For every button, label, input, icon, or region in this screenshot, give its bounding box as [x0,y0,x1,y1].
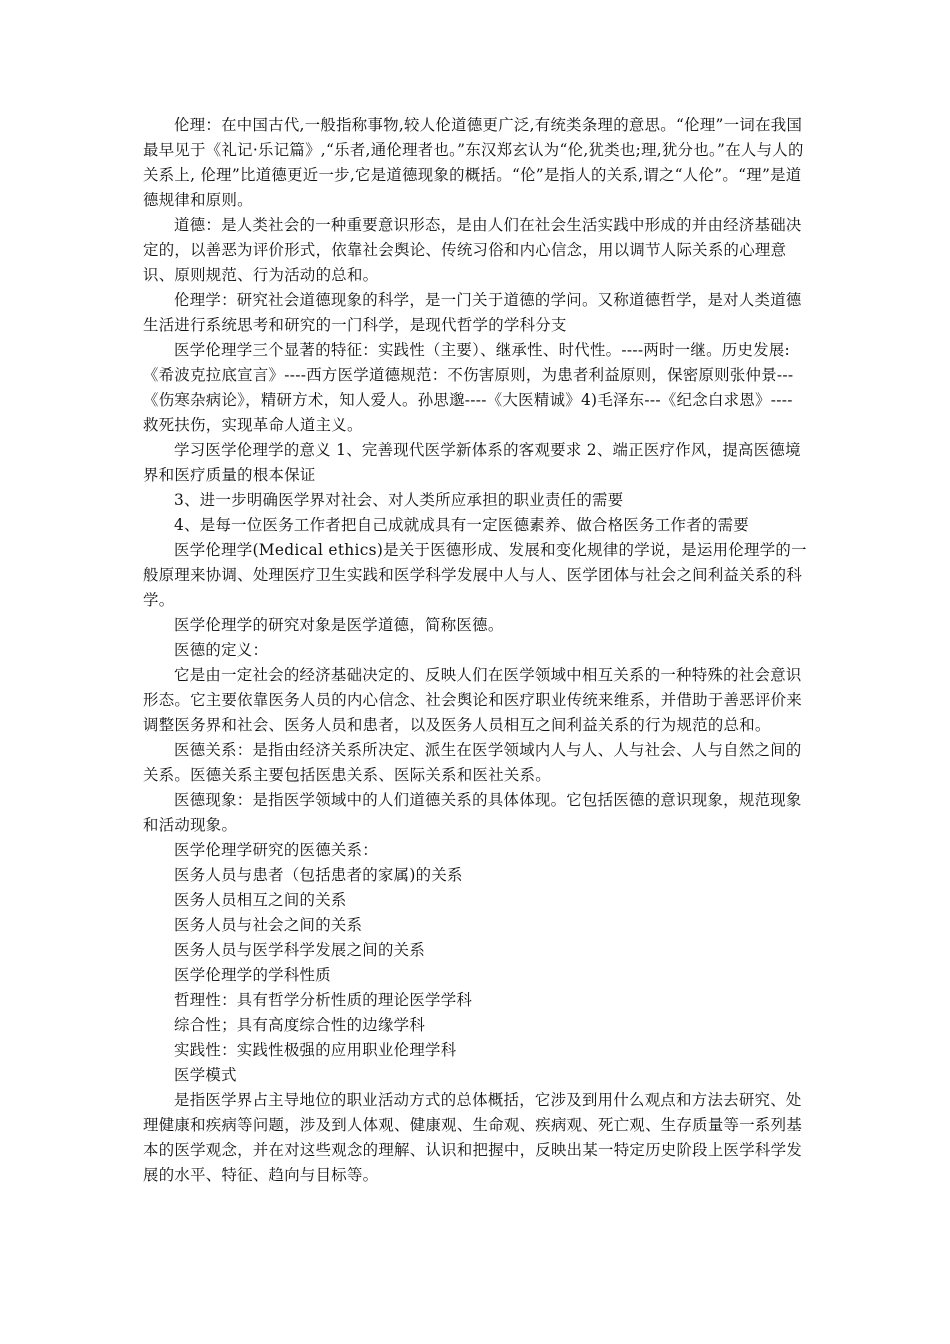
paragraph-yide-relations: 医德关系：是指由经济关系所决定、派生在医学领域内人与人、人与社会、人与自然之间的关系。医德关系主要包括医患关系、医际关系和医社关系。 [143,741,802,784]
paragraph-medical-ethics-definition: 医学伦理学(Medical ethics)是关于医德形成、发展和变化规律的学说，是运用伦理学的一般原理来协调、处理医疗卫生实践和医学科学发展中人与人、医学团体与社会之间利益关系的科学。 [143,541,807,609]
paragraph-yide-heading: 医德的定义： [174,641,269,659]
paragraph-ethics-science: 伦理学：研究社会道德现象的科学，是一门关于道德的学问。又称道德哲学，是对人类道德生活进行系统思考和研究的一门科学，是现代哲学的学科分支 [143,291,802,334]
paragraph-research-object: 医学伦理学的研究对象是医学道德，简称医德。 [174,616,504,634]
paragraph-yide-phenomena: 医德现象：是指医学领域中的人们道德关系的具体体现。它包括医德的意识现象，规范现象和活动现象。 [143,791,802,834]
paragraph-nature-heading: 医学伦理学的学科性质 [174,966,331,984]
paragraph-significance-3: 3、进一步明确医学界对社会、对人类所应承担的职业责任的需要 [174,491,624,509]
paragraph-relation-patients: 医务人员与患者（包括患者的家属)的关系 [174,866,463,884]
paragraph-relations-heading: 医学伦理学研究的医德关系： [174,841,378,859]
paragraph-morality-definition: 道德：是人类社会的一种重要意识形态，是由人们在社会生活实践中形成的并由经济基础决定的，以善恶为评价形式，依靠社会舆论、传统习俗和内心信念，用以调节人际关系的心理意识、原则规范、行为活动的总和。 [143,216,802,284]
paragraph-significance-4: 4、是每一位医务工作者把自己成就成具有一定医德素养、做合格医务工作者的需要 [174,516,749,534]
paragraph-relation-society: 医务人员与社会之间的关系 [174,916,363,934]
paragraph-features-history: 医学伦理学三个显著的特征：实践性（主要）、继承性、时代性。----两时一继。历史发展:《希波克拉底宣言》----西方医学道德规范：不伤害原则，为患者利益原则，保密原则张仲景---《伤寒杂病论》，精研方术，知人爱人。孙思邈----《大医精诚》4)毛泽东---《纪念白求恩》----救死扶伤，实现革命人道主义。 [143,341,794,434]
paragraph-model-definition: 是指医学界占主导地位的职业活动方式的总体概括，它涉及到用什么观点和方法去研究、处理健康和疾病等问题，涉及到人体观、健康观、生命观、疾病观、死亡观、生存质量等一系列基本的医学观念，并在对这些观念的理解、认识和把握中，反映出某一特定历史阶段上医学科学发展的水平、特征、趋向与目标等。 [143,1091,803,1184]
paragraph-yide-definition: 它是由一定社会的经济基础决定的、反映人们在医学领域中相互关系的一种特殊的社会意识形态。它主要依靠医务人员的内心信念、社会舆论和医疗职业传统来维系，并借助于善恶评价来调整医务界和社会、医务人员和患者，以及医务人员相互之间利益关系的行为规范的总和。 [143,666,803,734]
paragraph-nature-philosophical: 哲理性：具有哲学分析性质的理论医学学科 [174,991,473,1009]
paragraph-significance: 学习医学伦理学的意义 1、完善现代医学新体系的客观要求 2、端正医疗作风，提高医德境界和医疗质量的根本保证 [143,441,801,484]
paragraph-model-heading: 医学模式 [174,1066,237,1084]
paragraph-relation-science: 医务人员与医学科学发展之间的关系 [174,941,426,959]
paragraph-relation-mutual: 医务人员相互之间的关系 [174,891,347,909]
paragraph-nature-comprehensive: 综合性；具有高度综合性的边缘学科 [174,1016,426,1034]
paragraph-ethics-definition: 伦理：在中国古代,一般指称事物,较人伦道德更广泛,有统类条理的意思。“伦理”一词在我国最早见于《礼记·乐记篇》,“乐者,通伦理者也。”东汉郑玄认为“伦,犹类也;理,犹分也。”在人与人的关系上, 伦理”比道德更近一步,它是道德现象的概括。“伦”是指人的关系,谓之“人伦”。“理”是道德规律和原则。 [143,116,804,209]
paragraph-nature-practical: 实践性：实践性极强的应用职业伦理学科 [174,1041,457,1059]
document-body [143,113,807,1188]
